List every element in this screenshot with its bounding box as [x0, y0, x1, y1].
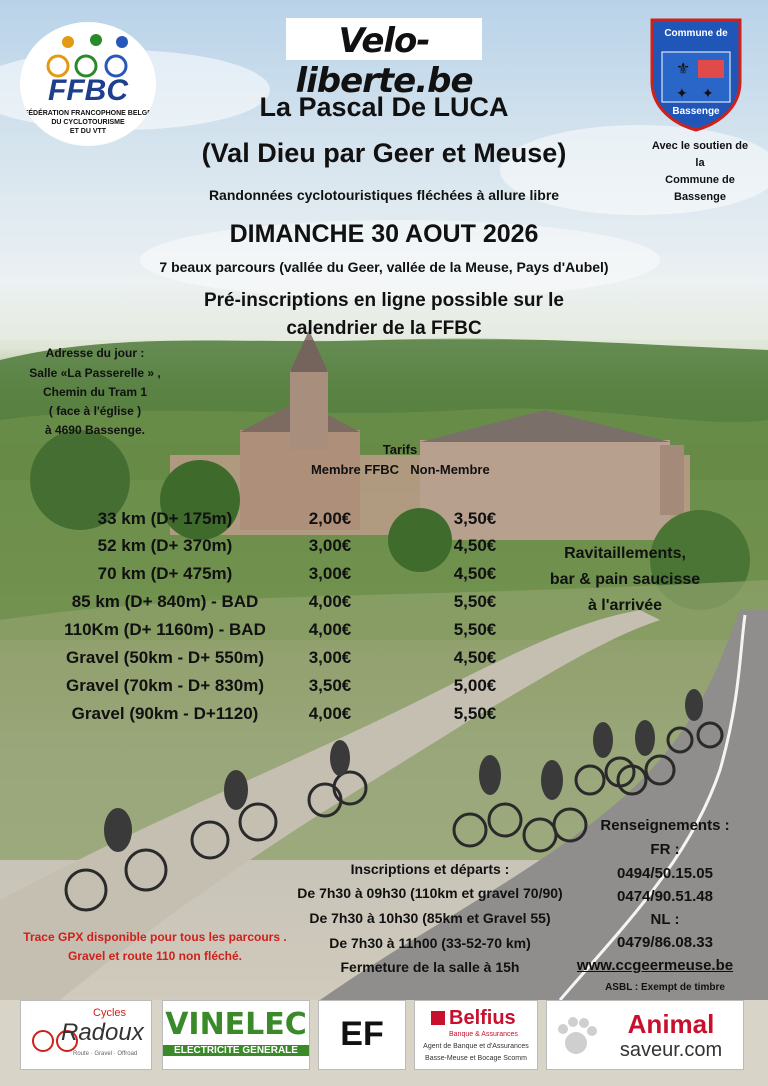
tarif-non-member-price: 5,50€ [453, 620, 497, 639]
inscriptions-line5: Fermeture de la salle à 15h [340, 959, 520, 975]
tarif-row [40, 536, 560, 564]
sponsor-belfius [414, 1000, 538, 1070]
sponsor-middle [318, 1000, 406, 1070]
vinelec-name: VINELEC [165, 1007, 307, 1042]
crest-text-bottom: Bassenge [672, 106, 720, 117]
ffbc-logo [20, 22, 156, 146]
tarif-row [40, 620, 560, 648]
svg-text:⚜: ⚜ [676, 59, 691, 78]
belfius-branch: Basse-Meuse et Bocage Scomm [425, 1055, 527, 1062]
ravitaillement-line2: bar & pain saucisse [549, 571, 701, 588]
belfius-sub: Banque & Assurances [449, 1031, 518, 1038]
velo-liberte-logo [286, 18, 482, 101]
svg-text:✦: ✦ [676, 86, 688, 102]
renseignements-fr-label: FR : [650, 841, 680, 858]
website-link[interactable]: www.ccgeermeuse.be [576, 957, 734, 974]
tarif-route: 52 km (D+ 370m) [97, 536, 233, 555]
phone-fr-2: 0474/90.51.48 [617, 888, 713, 905]
tarif-route: Gravel (50km - D+ 550m) [66, 648, 264, 667]
tarifs-title: Tarifs [382, 442, 418, 457]
radoux-name: Radoux [61, 1019, 144, 1046]
commune-support-line3: Commune de [665, 174, 735, 186]
tarif-member-price: 3,50€ [308, 676, 352, 695]
renseignements-nl-label: NL : [650, 911, 680, 928]
tarif-non-member-price: 4,50€ [453, 564, 497, 583]
tarif-row [40, 509, 560, 537]
sponsor-animal-saveur [546, 1000, 744, 1070]
commune-crest [648, 16, 744, 132]
inscriptions-line1: Inscriptions et départs : [350, 861, 510, 877]
tarif-route: Gravel (90km - D+1120) [71, 704, 259, 723]
animal-line2: saveur.com [619, 1039, 723, 1061]
ravitaillement-line3: à l'arrivée [587, 597, 663, 614]
address-line5: à 4690 Bassenge. [44, 423, 146, 437]
ffbc-name-line1: FÉDÉRATION FRANCOPHONE BELGE [24, 110, 152, 117]
event-title: La Pascal De LUCA [259, 92, 509, 122]
phone-nl: 0479/86.08.33 [617, 934, 713, 951]
asbl-note: ASBL : Exempt de timbre [605, 982, 725, 993]
address-line2: Salle «La Passerelle » , [29, 366, 161, 380]
event-routes: 7 beaux parcours (vallée du Geer, vallée de la Meuse, Pays d'Aubel) [159, 259, 609, 275]
tarif-non-member-price: 4,50€ [453, 536, 497, 555]
tarif-member-price: 4,00€ [308, 704, 352, 723]
tarif-route: 85 km (D+ 840m) - BAD [71, 592, 259, 611]
gpx-note-line2: Gravel et route 110 non fléché. [67, 949, 243, 963]
tarif-non-member-price: 5,50€ [453, 592, 497, 611]
event-subtitle: Randonnées cyclotouristiques fléchées à allure libre [208, 187, 560, 203]
event-date: DIMANCHE 30 AOUT 2026 [229, 220, 539, 248]
commune-support-line2: la [695, 157, 705, 169]
ravitaillement-line1: Ravitaillements, [564, 545, 686, 562]
radoux-sub: Route · Gravel · Offroad [73, 1051, 138, 1057]
belfius-name: Belfius [449, 1007, 516, 1029]
belfius-logo-icon [431, 1011, 445, 1025]
tarif-row [40, 704, 560, 732]
radoux-top: Cycles [93, 1007, 127, 1019]
prereg-line2: calendrier de la FFBC [286, 318, 482, 339]
inscriptions-line3: De 7h30 à 10h30 (85km et Gravel 55) [309, 910, 551, 926]
paw-icon [553, 1013, 599, 1059]
crest-text-top: Commune de [664, 28, 728, 39]
belfius-agent: Agent de Banque et d'Assurances [423, 1043, 529, 1050]
address-line3: Chemin du Tram 1 [42, 385, 148, 399]
velo-liberte-text: Velo-liberte.be [295, 21, 473, 101]
middle-logo-text: EF [340, 1015, 384, 1053]
animal-line1: Animal [627, 1009, 715, 1039]
tarif-route: 33 km (D+ 175m) [97, 509, 233, 528]
sponsor-vinelec [162, 1000, 310, 1070]
inscriptions-line2: De 7h30 à 09h30 (110km et gravel 70/90) [297, 885, 563, 901]
prereg-line1: Pré-inscriptions en ligne possible sur le [203, 290, 565, 311]
tarif-route: 110Km (D+ 1160m) - BAD [64, 620, 266, 639]
tarif-non-member-price: 3,50€ [453, 509, 497, 528]
renseignements-title: Renseignements : [600, 817, 730, 834]
address-line4: ( face à l'église ) [48, 404, 142, 418]
tarif-row [40, 648, 560, 676]
inscriptions-line4: De 7h30 à 11h00 (33-52-70 km) [329, 935, 531, 951]
phone-fr-1: 0494/50.15.05 [617, 865, 713, 882]
tarif-route: Gravel (70km - D+ 830m) [66, 676, 264, 695]
svg-text:✦: ✦ [702, 86, 714, 102]
tarif-member-price: 3,00€ [308, 648, 352, 667]
tarif-row [40, 564, 560, 592]
ffbc-acronym: FFBC [48, 74, 128, 107]
commune-support-line4: Bassenge [674, 191, 726, 203]
tarif-row [40, 592, 560, 620]
vinelec-sub: ELECTRICITE GENERALE [163, 1045, 309, 1056]
tarif-member-price: 3,00€ [308, 564, 352, 583]
commune-support-line1: Avec le soutien de [651, 140, 749, 152]
tarif-non-member-price: 5,00€ [453, 676, 497, 695]
tarifs-col-non-member: Non-Membre [410, 462, 490, 477]
tarif-non-member-price: 4,50€ [453, 648, 497, 667]
tarif-route: 70 km (D+ 475m) [97, 564, 233, 583]
tarif-non-member-price: 5,50€ [453, 704, 497, 723]
tarif-member-price: 4,00€ [308, 592, 352, 611]
ffbc-name-line3: ET DU VTT [69, 128, 107, 135]
gpx-note-line1: Trace GPX disponible pour tous les parcours . [23, 930, 287, 944]
ffbc-name-line2: DU CYCLOTOURISME [51, 119, 125, 126]
tarif-member-price: 3,00€ [308, 536, 352, 555]
event-location: (Val Dieu par Geer et Meuse) [201, 138, 567, 168]
tarif-row [40, 676, 560, 704]
tarifs-col-member: Membre FFBC [310, 462, 400, 477]
address-line1: Adresse du jour : [45, 346, 145, 360]
tarif-member-price: 4,00€ [308, 620, 352, 639]
tarif-member-price: 2,00€ [308, 509, 352, 528]
sponsor-radoux [20, 1000, 152, 1070]
